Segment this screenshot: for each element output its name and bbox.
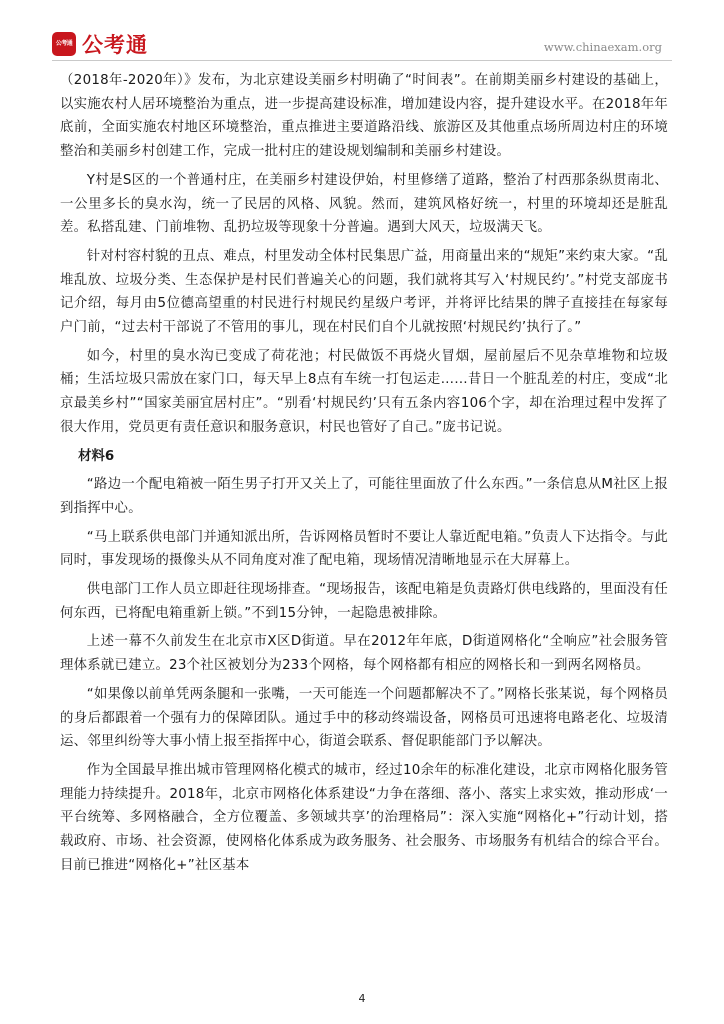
document-body — [60, 69, 668, 878]
paragraph-7: 上述一幕不久前发生在北京市X区D街道。早在2012年年底，D街道网格化“全响应”社会服务管理体系就已建立。23个社区被划分为233个网格，每个网格都有相应的网格长和一到两名网格员。 — [60, 634, 668, 674]
paragraph-6: 供电部门工作人员立即赶往现场排查。“现场报告，该配电箱是负责路灯供电线路的，里面没有任何东西，已将配电箱重新上锁。”不到15分钟，一起隐患被排除。 — [60, 582, 668, 621]
paragraph-0: （2018年-2020年）》发布，为北京建设美丽乡村明确了“时间表”。在前期美丽乡村建设的基础上，以实施农村人居环境整治为重点，进一步提高建设标准，增加建设内容，提升建设水平。在2018年年底前，全面实施农村地区环境整治，重点推进主要道路沿线、旅游区及其他重点场所周边村庄的环境整治和美丽乡村创建工作，完成一批村庄的建设规划编制和美丽乡村建设。 — [60, 73, 668, 160]
paragraph-9: 作为全国最早推出城市管理网格化模式的城市，经过10余年的标准化建设，北京市网格化服务管理能力持续提升。2018年，北京市网格化体系建设“力争在落细、落小、落实上求实效，推动形成‘一平台统筹、多网格融合，全方位覆盖、多领域共享’的治理格局”：深入实施“网格化+”行动计划，搭载政府、市场、社会资源，使网格化体系成为政务服务、社会服务、市场服务有机结合的综合平台。目前已推进“网格化+”社区基本 — [60, 762, 668, 873]
logo-text: 公考通 — [82, 33, 148, 57]
page-header — [0, 0, 724, 66]
paragraph-2: 针对村容村貌的丑点、难点，村里发动全体村民集思广益，用商量出来的“规矩”来约束大家。“乱堆乱放、垃圾分类、生态保护是村民们普遍关心的问题，我们就将其写入‘村规民约’。”村党支部庞书记介绍，每月由5位德高望重的村民进行村规民约星级户考评，并将评比结果的牌子直接挂在每家每户门前，“过去村干部说了不管用的事儿，现在村民们自个儿就按照‘村规民约’执行了。” — [60, 248, 668, 336]
brand-logo[interactable] — [52, 31, 148, 57]
header-divider — [52, 60, 672, 61]
logo-badge-icon: 公考通 — [52, 32, 76, 56]
page-number: 4 — [358, 992, 366, 1005]
paragraph-4: “路边一个配电箱被一陌生男子打开又关上了，可能往里面放了什么东西。”一条信息从M社区上报到指挥中心。 — [60, 477, 668, 516]
paragraph-8: “如果像以前单凭两条腿和一张嘴，一天可能连一个问题都解决不了。”网格长张某说，每个网格员的身后都跟着一个强有力的保障团队。通过手中的移动终端设备，网格员可迅速将电路老化、垃圾清运、邻里纠纷等大事小情上报至指挥中心，街道会联系、督促职能部门予以解决。 — [60, 686, 668, 750]
paragraph-1: Y村是S区的一个普通村庄，在美丽乡村建设伊始，村里修缮了道路，整治了村西那条纵贯南北、一公里多长的臭水沟，统一了民居的风格、风貌。然而，建筑风格好统一，村里的环境却还是脏乱差。私搭乱建、门前堆物、乱扔垃圾等现象十分普遍。遇到大风天，垃圾满天飞。 — [60, 172, 668, 236]
section-heading: 材料6 — [78, 448, 115, 464]
site-url-link[interactable]: www.chinaexam.org — [543, 40, 662, 54]
paragraph-3: 如今，村里的臭水沟已变成了荷花池；村民做饭不再烧火冒烟，屋前屋后不见杂草堆物和垃圾桶；生活垃圾只需放在家门口，每天早上8点有车统一打包运走……昔日一个脏乱差的村庄，变成“北京最美乡村”“国家美丽宜居村庄”。“别看‘村规民约’只有五条内容106个字，却在治理过程中发挥了很大作用，党员更有责任意识和服务意识，村民也管好了自己。”庞书记说。 — [60, 348, 668, 435]
paragraph-5: “马上联系供电部门并通知派出所，告诉网格员暂时不要让人靠近配电箱。”负责人下达指令。与此同时，事发现场的摄像头从不同角度对准了配电箱，现场情况清晰地显示在大屏幕上。 — [60, 529, 668, 569]
